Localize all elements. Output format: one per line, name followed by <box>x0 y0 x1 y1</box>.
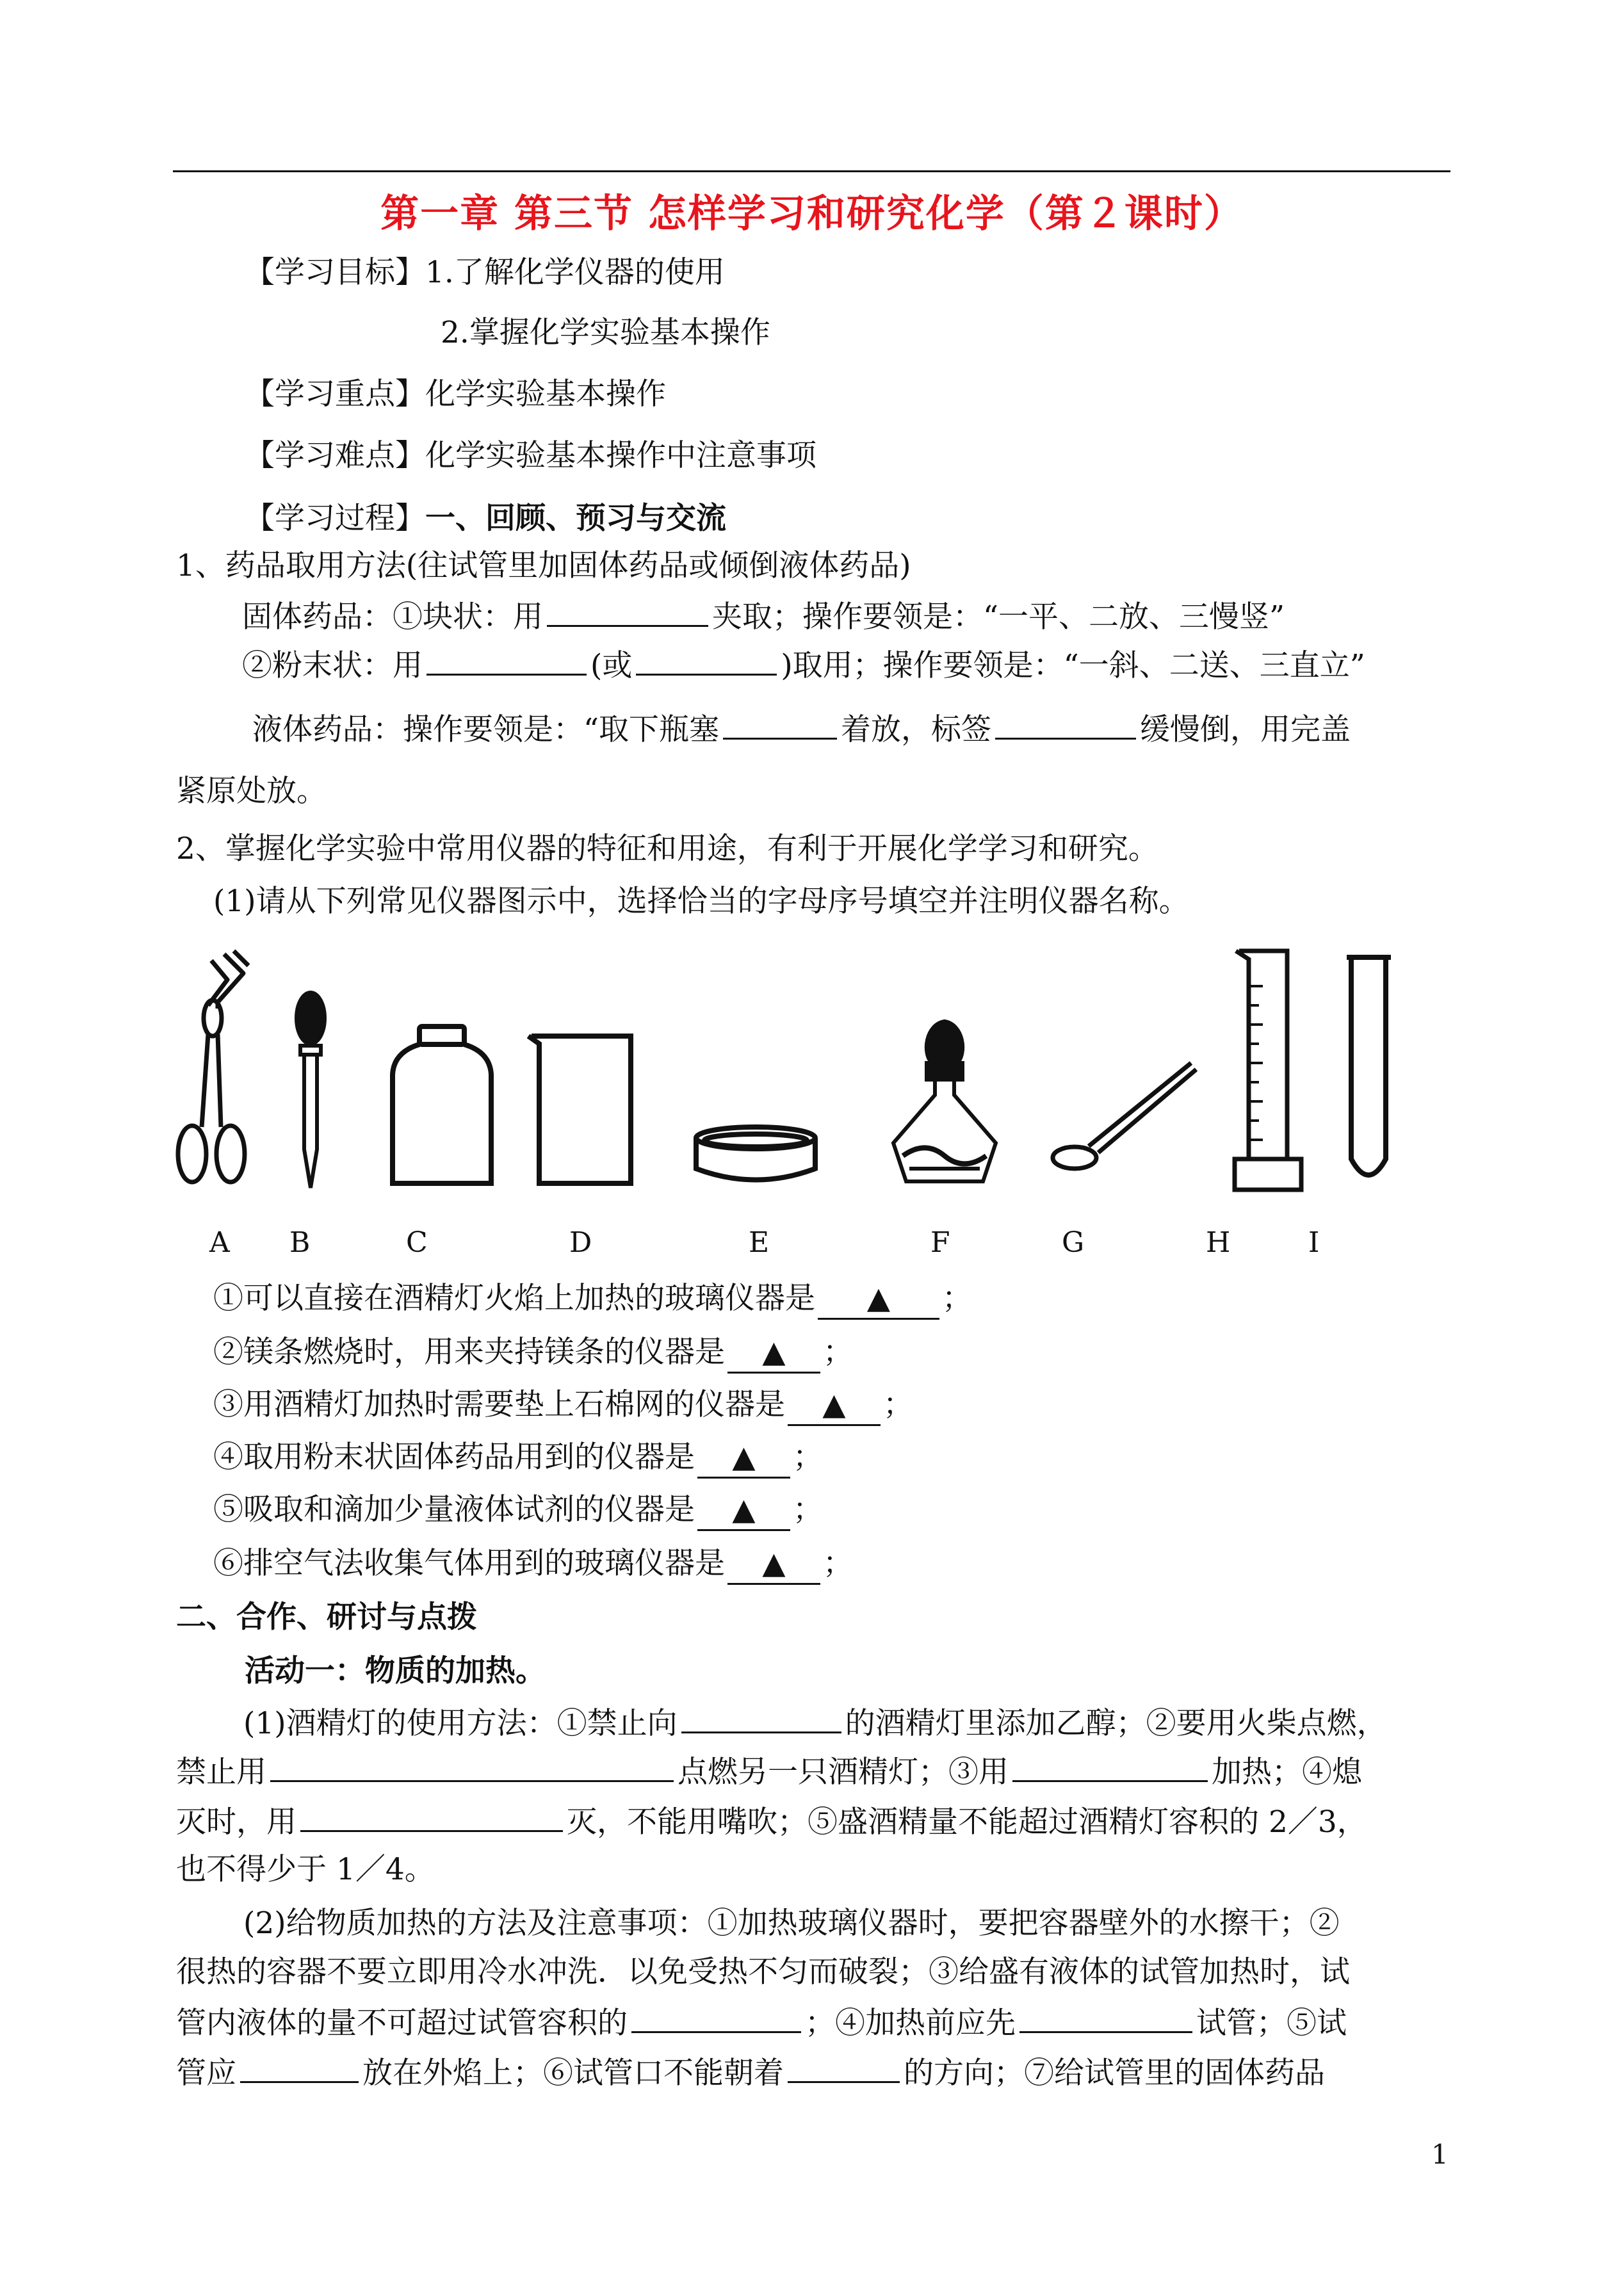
p2-h: 的方向；⑦给试管里的固体药品 <box>904 2056 1325 2091</box>
learning-goals <box>245 254 725 292</box>
activity-heading: 活动一：物质的加热。 <box>245 1653 546 1689</box>
q1-liquid-1: 液体药品：操作要领是：“取下瓶塞 <box>252 712 720 747</box>
instrument-label-b: B <box>289 1226 311 1259</box>
hard-text: 化学实验基本操作中注意事项 <box>425 438 816 473</box>
crucible-tongs-icon <box>173 948 250 1191</box>
p2-e: 试管；⑤试 <box>1196 2006 1347 2041</box>
p1-b: 的酒精灯里添加乙醇；②要用火柴点燃， <box>845 1706 1387 1741</box>
q2-item-2-end: ； <box>823 1334 853 1370</box>
q1-solid-b3: )取用；操作要领是：“一斜、二送、三直立” <box>781 648 1365 683</box>
top-rule <box>173 170 1450 172</box>
alcohol-lamp-icon <box>887 1018 1002 1188</box>
process-section: 一、回顾、预习与交流 <box>425 501 726 536</box>
p1-g: 灭，不能用嘴吹；⑤盛酒精量不能超过酒精灯容积的 2／3， <box>567 1804 1367 1840</box>
hard-label: 【学习难点】 <box>245 438 425 473</box>
answer-blank-6[interactable]: ▲ <box>727 1545 820 1585</box>
blank-lamp-cap[interactable] <box>300 1801 563 1832</box>
q2-item-4-text: ④取用粉末状固体药品用到的仪器是 <box>213 1439 695 1475</box>
p2-c: 管内液体的量不可超过试管容积的 <box>176 2006 628 2041</box>
q2-item-5-end: ； <box>793 1492 823 1527</box>
instrument-label-h: H <box>1206 1226 1231 1259</box>
graduated-cylinder-icon <box>1230 948 1313 1194</box>
blank-label[interactable] <box>995 708 1136 740</box>
instrument-label-c: C <box>406 1226 428 1259</box>
q1-liquid <box>252 708 1351 749</box>
answer-blank-4[interactable]: ▲ <box>697 1438 790 1479</box>
blank-burning-lamp[interactable] <box>681 1702 841 1733</box>
p1-line-4: 也不得少于 1／4。 <box>176 1852 435 1887</box>
q2-item-4-end: ； <box>793 1439 823 1475</box>
q2-heading: 2、掌握化学实验中常用仪器的特征和用途，有利于开展化学学习和研究。 <box>176 831 1158 866</box>
p2-line-1: (2)给物质加热的方法及注意事项：①加热玻璃仪器时，要把容器壁外的水擦干；② <box>243 1906 1340 1941</box>
p2-line-3 <box>176 2002 1347 2043</box>
blank-one-third[interactable] <box>631 2002 801 2033</box>
medicine-spoon-icon <box>1050 1057 1198 1172</box>
p2-line-2: 很热的容器不要立即用冷水冲洗．以免受热不匀而破裂；③给盛有液体的试管加热时，试 <box>176 1954 1350 1990</box>
q2-item-5-text: ⑤吸取和滴加少量液体试剂的仪器是 <box>213 1492 695 1527</box>
answer-blank-5[interactable]: ▲ <box>697 1491 790 1531</box>
test-tube-icon <box>1345 954 1393 1188</box>
instrument-label-f: F <box>930 1226 950 1259</box>
key-label: 【学习重点】 <box>245 377 425 412</box>
q1-liquid-2: 着放，标签 <box>841 712 992 747</box>
goal-label: 【学习目标】 <box>245 255 425 290</box>
process-label: 【学习过程】 <box>245 501 425 536</box>
answer-blank-2[interactable]: ▲ <box>727 1333 820 1374</box>
dropper-icon <box>291 989 330 1194</box>
blank-paper-trough[interactable] <box>636 644 777 676</box>
p1-e: 加热；④熄 <box>1212 1755 1362 1790</box>
page-number: 1 <box>1431 2139 1449 2170</box>
p1-c: 禁止用 <box>176 1755 266 1790</box>
p2-g: 放在外焰上；⑥试管口不能朝着 <box>362 2056 784 2091</box>
p2-d: ；④加热前应先 <box>805 2006 1016 2041</box>
q2-item-1-end: ； <box>942 1281 972 1316</box>
q2-item-5 <box>213 1491 823 1531</box>
q2-subheading: (1)请从下列常见仪器图示中，选择恰当的字母序号填空并注明仪器名称。 <box>213 884 1189 919</box>
q1-solid-b2: (或 <box>590 648 633 683</box>
q2-item-2-text: ②镁条燃烧时，用来夹持镁条的仪器是 <box>213 1334 725 1370</box>
p1-line-2 <box>176 1751 1362 1792</box>
instrument-label-i: I <box>1308 1226 1320 1259</box>
instrument-label-g: G <box>1062 1226 1085 1259</box>
q2-item-6-text: ⑥排空气法收集气体用到的玻璃仪器是 <box>213 1546 725 1581</box>
learning-process <box>245 499 726 538</box>
blank-burning-lamp-2[interactable] <box>270 1751 674 1782</box>
learning-difficulty <box>245 437 816 475</box>
q1-solid-b1: ②粉末状：用 <box>242 648 423 683</box>
blank-tongs[interactable] <box>547 596 708 627</box>
p2-line-4 <box>176 2052 1325 2093</box>
part2-heading: 二、合作、研讨与点拨 <box>176 1600 477 1635</box>
evaporating-dish-icon <box>692 1124 820 1188</box>
blank-stopper[interactable] <box>723 708 837 740</box>
q2-item-2 <box>213 1333 853 1374</box>
p1-f: 灭时，用 <box>176 1804 296 1840</box>
p1-a: (1)酒精灯的使用方法：①禁止向 <box>243 1706 678 1741</box>
q1-solid-powder <box>242 644 1365 685</box>
q2-item-1-text: ①可以直接在酒精灯火焰上加热的玻璃仪器是 <box>213 1281 815 1316</box>
q2-item-1 <box>213 1279 972 1320</box>
q1-solid-a1: 固体药品：①块状：用 <box>242 599 543 635</box>
learning-key <box>245 375 666 414</box>
q2-item-4 <box>213 1438 823 1479</box>
q2-item-6-end: ； <box>823 1546 853 1581</box>
key-text: 化学实验基本操作 <box>425 377 666 412</box>
goal-1: 1.了解化学仪器的使用 <box>425 255 725 290</box>
q2-item-3-text: ③用酒精灯加热时需要垫上石棉网的仪器是 <box>213 1387 785 1422</box>
p1-line-1 <box>243 1702 1387 1743</box>
q2-item-6 <box>213 1545 853 1585</box>
q2-item-3 <box>213 1386 913 1426</box>
q1-solid-lump <box>242 596 1285 637</box>
q1-heading: 1、药品取用方法(往试管里加固体药品或倾倒液体药品) <box>176 548 911 583</box>
instrument-label-a: A <box>209 1226 230 1259</box>
q2-item-3-end: ； <box>883 1387 913 1422</box>
answer-blank-3[interactable]: ▲ <box>788 1386 881 1426</box>
p1-line-3 <box>176 1801 1367 1842</box>
beaker-icon <box>525 1030 640 1190</box>
goal-2: 2.掌握化学实验基本操作 <box>441 315 770 350</box>
q1-liquid-end: 紧原处放。 <box>176 774 327 809</box>
q1-solid-a2: 夹取；操作要领是：“一平、二放、三慢竖” <box>712 599 1285 635</box>
instrument-label-d: D <box>569 1226 592 1259</box>
blank-preheat[interactable] <box>1019 2002 1192 2033</box>
q1-liquid-3: 缓慢倒，用完盖 <box>1140 712 1351 747</box>
blank-people[interactable] <box>788 2052 900 2083</box>
blank-tilt[interactable] <box>240 2052 359 2083</box>
blank-spoon[interactable] <box>426 644 587 676</box>
p1-d: 点燃另一只酒精灯；③用 <box>678 1755 1009 1790</box>
instrument-label-e: E <box>749 1226 770 1259</box>
page-title: 第一章 第三节 怎样学习和研究化学（第２课时） <box>380 191 1244 236</box>
blank-outer-flame[interactable] <box>1012 1751 1208 1782</box>
p2-f: 管应 <box>176 2056 236 2091</box>
answer-blank-1[interactable]: ▲ <box>818 1279 939 1320</box>
gas-jar-icon <box>387 1023 496 1191</box>
